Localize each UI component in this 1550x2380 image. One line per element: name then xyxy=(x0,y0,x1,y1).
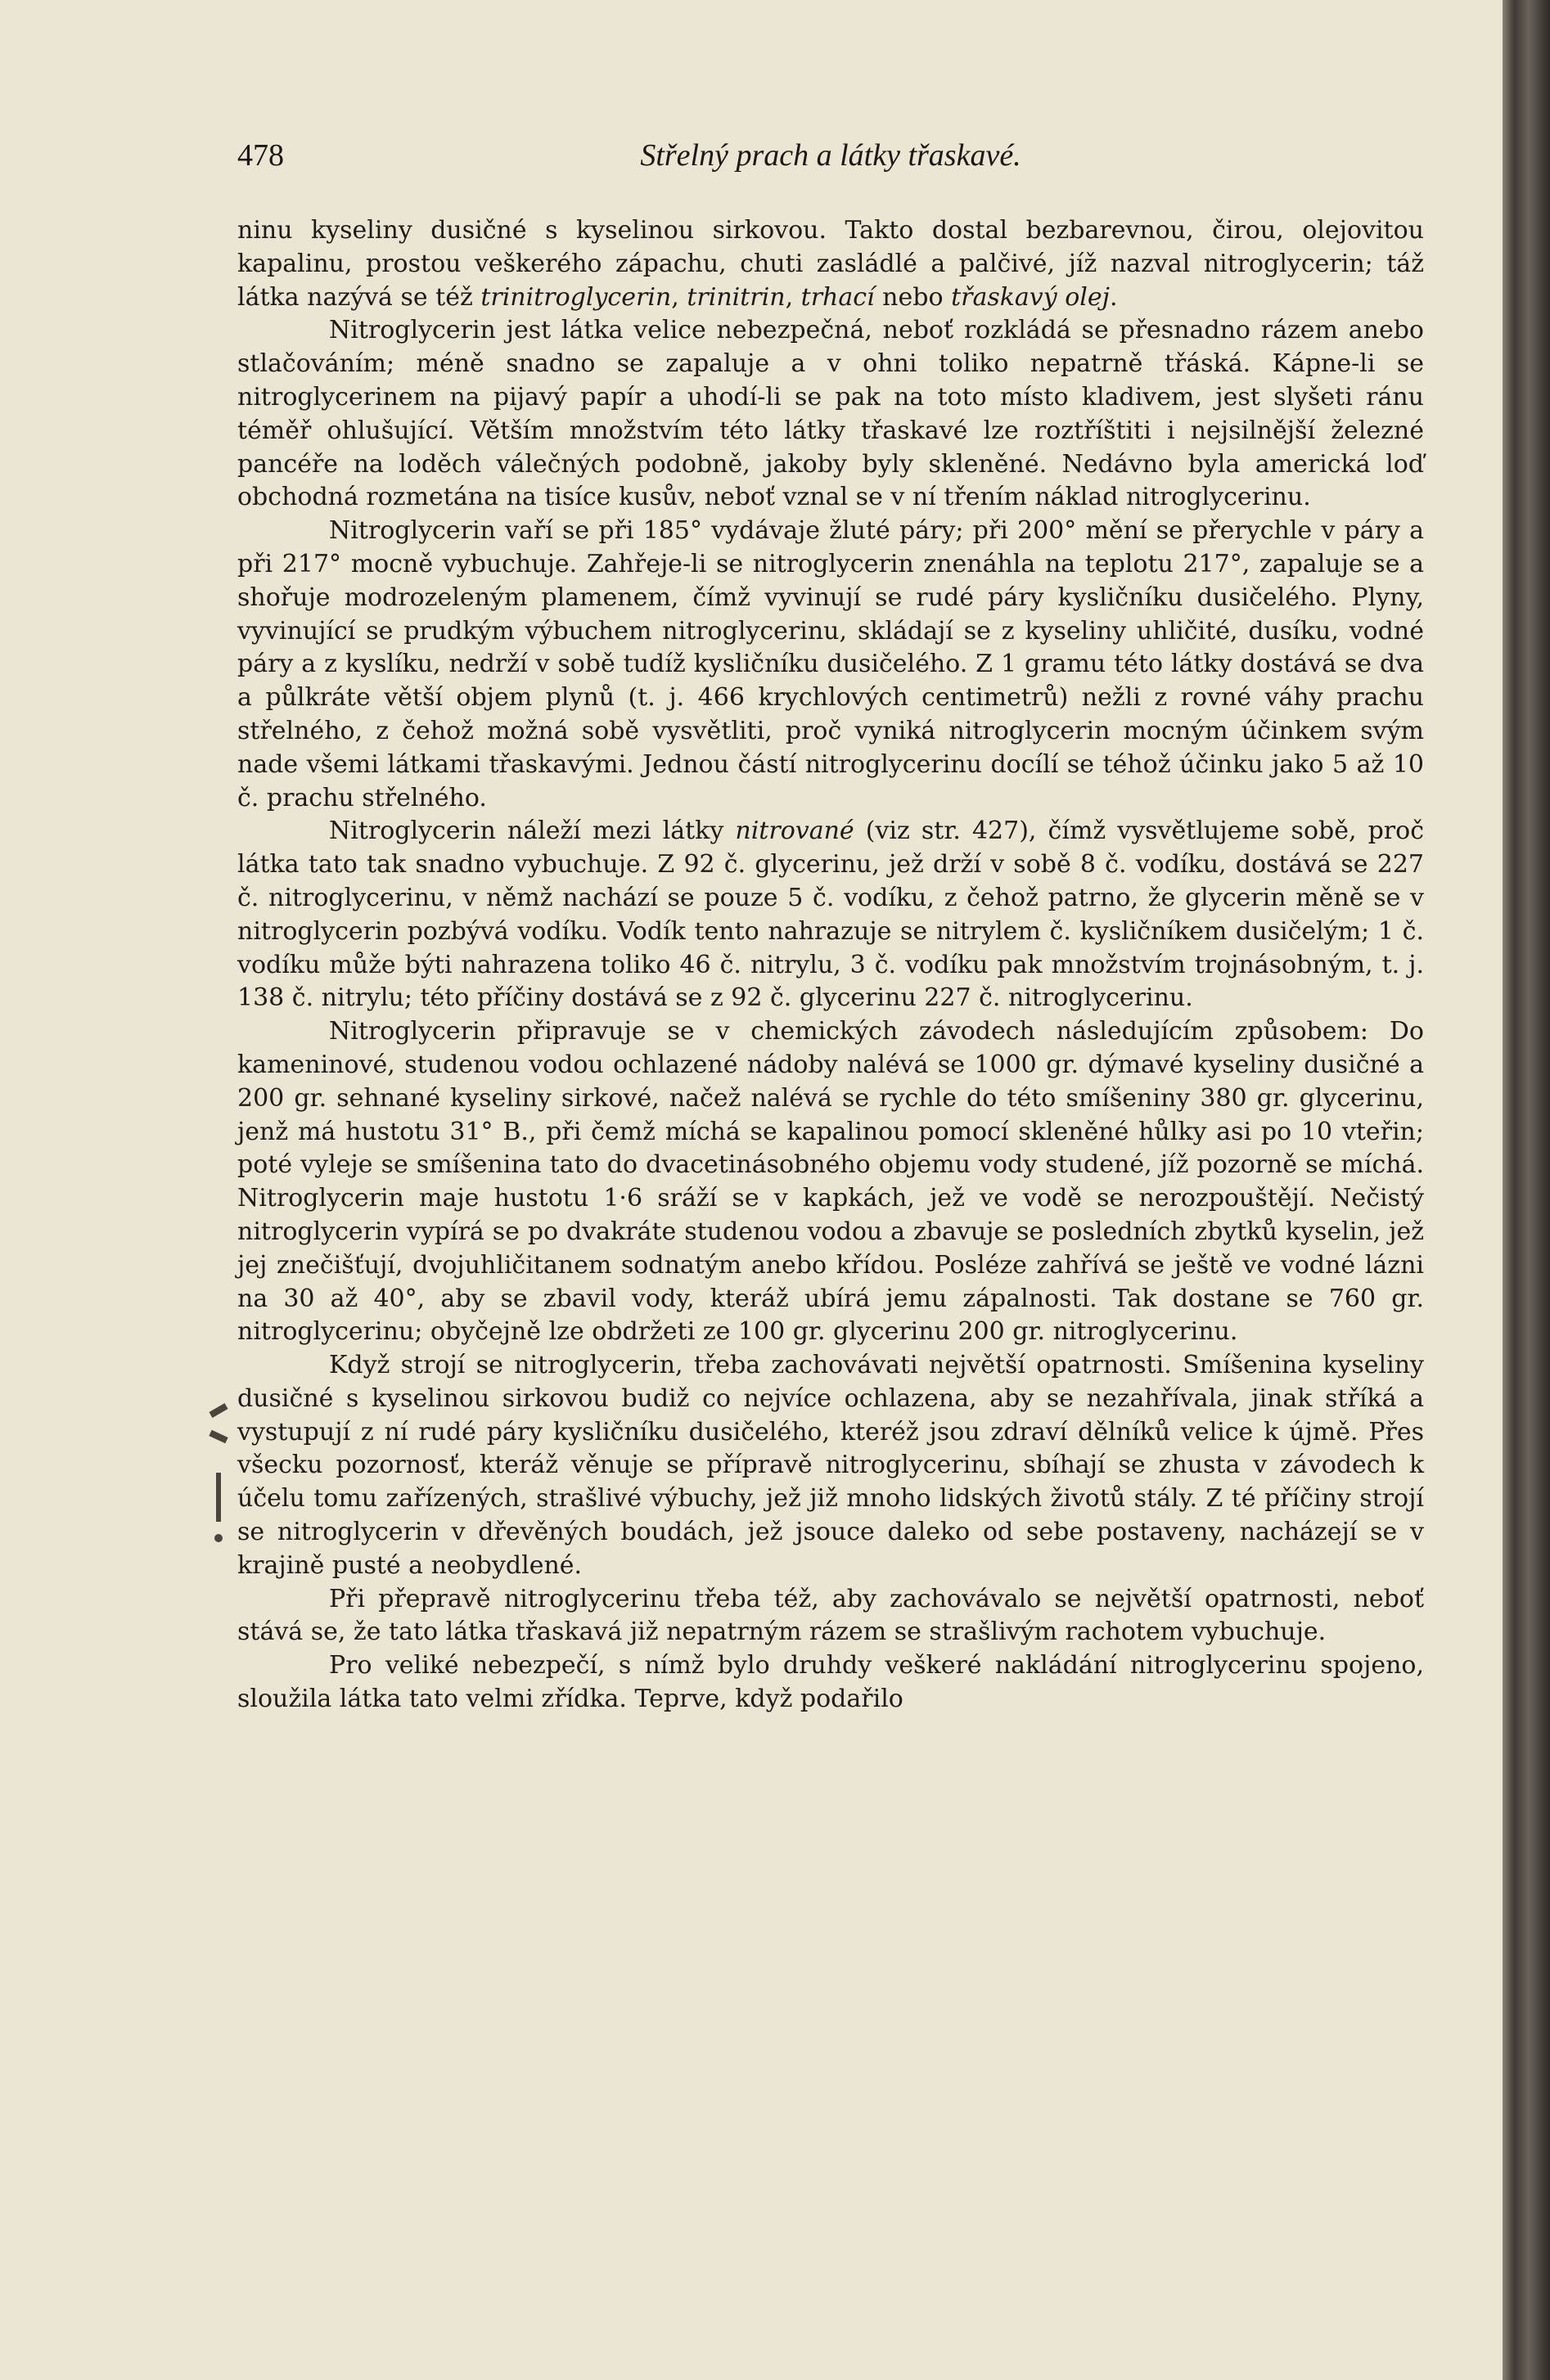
paragraph xyxy=(237,515,1424,815)
text-run: Při přepravě nitroglycerinu třeba též, aby zachovávalo se největší opatrnosti, neboť stává se, že tato látka třaskavá již nepatrným rázem se strašlivým rachotem vybuchuje. xyxy=(237,1584,1424,1647)
text-run: Nitroglycerin připravuje se v chemických závodech následujícím způsobem: Do kameninové, studenou vodou ochlazené nádoby nalévá se 1000 gr. dýmavé kyseliny dusičné a 200 gr. sehnané kyseliny sirkové, načež nalévá se rychle do této smíšeniny 380 gr. glycerinu, jenž má hustotu 31° B., při čemž míchá se kapalinou pomocí skleněné hůlky asi po 10 vteřin; poté vyleje se smíšenina tato do dvacetinásobného objemu vody studené, jíž pozorně se míchá. Nitroglycerin maje hustotu 1·6 sráží se v kapkách, jež ve vodě se nerozpouštějí. Nečistý nitroglycerin vypírá se po dvakráte studenou vodou a zbavuje se posledních zbytků kyselin, jež jej znečišťují, dvojuhličitanem sodnatým anebo křídou. Posléze zahřívá se ještě ve vodné lázni na 30 až 40°, aby se zbavil vody, kteráž ubírá jemu zápalnosti. Tak dostane se 760 gr. nitroglycerinu; obyčejně lze obdržeti ze 100 gr. glycerinu 200 gr. nitroglycerinu. xyxy=(237,1017,1424,1347)
text-run: Pro veliké nebezpečí, s nímž bylo druhdy veškeré nakládání nitroglycerinu spojeno, sloužila látka tato velmi zřídka. Teprve, když podařilo xyxy=(237,1651,1424,1714)
page-header xyxy=(237,137,1424,187)
text-run: , xyxy=(785,282,801,312)
paragraph xyxy=(237,1649,1424,1716)
italic-term: trhací xyxy=(800,282,875,312)
paragraph xyxy=(237,1015,1424,1349)
paragraph xyxy=(237,214,1424,314)
paragraph xyxy=(237,815,1424,1015)
text-run: , xyxy=(671,282,687,312)
article-body xyxy=(237,214,1424,1716)
italic-term: nitrované xyxy=(735,817,854,846)
page-number: 478 xyxy=(237,138,284,173)
text-run: nebo xyxy=(874,282,952,312)
book-spine-edge xyxy=(1503,0,1550,2380)
paragraph xyxy=(237,1349,1424,1583)
running-title: Střelný prach a látky třaskavé. xyxy=(640,138,1021,173)
italic-term: trinitroglycerin xyxy=(480,282,672,312)
text-run: Nitroglycerin vaří se při 185° vydávaje žluté páry; při 200° mění se přerychle v páry a při 217° mocně vybuchuje. Zahřeje-li se nitroglycerin znenáhla na teplotu 217°, zapaluje se a shořuje modrozeleným plamenem, čímž vyvinují se rudé páry kysličníku dusičelého. Plyny, vyvinující se prudkým výbuchem nitroglycerinu, skládají se z kyseliny uhličité, dusíku, vodné páry a z kyslíku, nedrží v sobě tudíž kysličníku dusičelého. Z 1 gramu této látky dostává se dva a půlkráte větší objem plynů (t. j. 466 krychlových centimetrů) nežli z rovné váhy prachu střelného, z čehož možná sobě vysvětliti, proč vyniká nitroglycerin mocným účinkem svým nade všemi látkami třaskavými. Jednou částí nitroglycerinu docílí se téhož účinku jako 5 až 10 č. prachu střelného. xyxy=(237,516,1424,812)
italic-term: třaskavý olej xyxy=(951,282,1110,312)
text-run: Nitroglycerin náleží mezi látky xyxy=(329,817,736,846)
italic-term: trinitrin xyxy=(687,282,786,312)
paragraph xyxy=(237,1583,1424,1650)
text-run: (viz str. 427), čímž vysvětlujeme sobě, proč látka tato tak snadno vybuchuje. Z 92 č. glycerinu, jež drží v sobě 8 č. vodíku, dostává se 227 č. nitroglycerinu, v němž nachází se pouze 5 č. vodíku, z čehož patrno, že glycerin měně se v nitroglycerin pozbývá vodíku. Vodík tento nahrazuje se nitrylem č. kysličníkem dusičelým; 1 č. vodíku může býti nahrazena toliko 46 č. nitrylu, 3 č. vodíku pak množstvím trojnásobným, t. j. 138 č. nitrylu; této příčiny dostává se z 92 č. glycerinu 227 č. nitroglycerinu. xyxy=(237,817,1424,1013)
paragraph xyxy=(237,314,1424,515)
text-run: Nitroglycerin jest látka velice nebezpečná, neboť rozkládá se přesnadno rázem anebo stlačováním; méně snadno se zapaluje a v ohni toliko nepatrně třáská. Kápne-li se nitroglycerinem na pijavý papír a uhodí-li se pak na toto místo kladivem, jest slyšeti ránu téměř ohlušující. Větším množstvím této látky třaskavé lze roztříštiti i nejsilnější železné pancéře na loděch válečných podobně, jakoby byly skleněné. Nedávno byla americká loď obchodná rozmetána na tisíce kusův, neboť vznal se v ní třením náklad nitroglycerinu. xyxy=(237,316,1424,512)
text-run: Když strojí se nitroglycerin, třeba zachovávati největší opatrnosti. Smíšenina kyseliny dusičné s kyselinou sirkovou budiž co nejvíce ochlazena, aby se nezahřívala, jinak stříká a vystupují z ní rudé páry kysličníku dusičelého, kteréž jsou zdraví dělníků velice k újmě. Přes všecku pozornosť, kteráž věnuje se přípravě nitroglycerinu, sbíhají se zhusta v závodech k účelu tomu zařízených, strašlivé výbuchy, jež již mnoho lidských životů stály. Z té příčiny strojí se nitroglycerin v dřevěných boudách, jež jsouce daleko od sebe postaveny, nacházejí se v krajině pusté a neobydlené. xyxy=(237,1351,1424,1580)
text-run: ninu kyseliny dusičné s kyselinou sirkovou. Takto dostal bezbarevnou, čirou, olejovitou kapalinu, prostou veškerého zápachu, chuti zasládlé a palčivé, jíž nazval nitroglycerin; táž látka nazývá se též xyxy=(237,216,1424,312)
text-run: . xyxy=(1109,282,1118,312)
handwritten-margin-mark xyxy=(210,1391,229,1554)
